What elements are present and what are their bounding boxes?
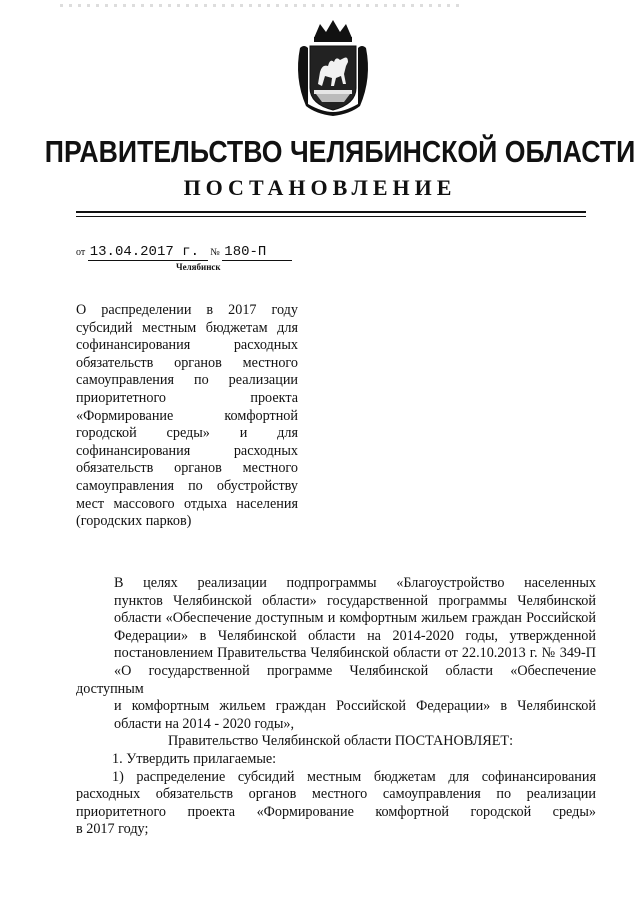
item-1-1-line: 1) распределение субсидий местным бюджетам для софинансирования bbox=[112, 768, 596, 785]
header-divider-thin bbox=[76, 216, 586, 217]
number-prefix: № bbox=[210, 247, 220, 258]
city-label: Челябинск bbox=[176, 262, 221, 272]
preamble-line: области «Обеспечение доступным и комфортным жильем граждан Российской bbox=[114, 610, 596, 627]
preamble-line: В целях реализации подпрограммы «Благоустройство населенных bbox=[114, 575, 596, 591]
item-1: 1. Утвердить прилагаемые: bbox=[112, 750, 277, 767]
date-number-line bbox=[76, 244, 292, 261]
date-prefix: от bbox=[76, 247, 86, 258]
item-1-1-line: в 2017 году; bbox=[76, 821, 149, 838]
document-date: 13.04.2017 г. bbox=[88, 244, 208, 261]
government-title: ПРАВИТЕЛЬСТВО ЧЕЛЯБИНСКОЙ ОБЛАСТИ bbox=[44, 134, 636, 169]
subject-line: приоритетного проекта bbox=[76, 389, 298, 406]
document-number: 180-П bbox=[222, 244, 292, 261]
item-1-1-line: приоритетного проекта «Формирование комфортной городской среды» bbox=[76, 803, 596, 820]
subject-line: самоуправления по обустройству bbox=[76, 477, 298, 494]
subject-line: мест массового отдыха населения bbox=[76, 495, 298, 512]
document-type: ПОСТАНОВЛЕНИЕ bbox=[183, 175, 457, 200]
scan-artifact bbox=[60, 4, 460, 7]
subject-line: самоуправления по реализации bbox=[76, 372, 298, 389]
header-divider-thick bbox=[76, 211, 586, 213]
resolution-statement: Правительство Челябинской области ПОСТАНОВЛЯЕТ: bbox=[168, 733, 514, 750]
subject-line: О распределении в 2017 году bbox=[76, 302, 298, 318]
preamble-line: пунктов Челябинской области» государственной программы Челябинской bbox=[114, 592, 596, 609]
item-1-1 bbox=[76, 769, 596, 839]
item-1-1-line: расходных обязательств органов местного самоуправления по реализации bbox=[76, 786, 596, 803]
subject-line: обязательств органов местного bbox=[76, 460, 298, 477]
document-body bbox=[76, 575, 596, 839]
preamble-line: области на 2014 - 2020 годы», bbox=[114, 715, 295, 732]
subject-line: софинансирования расходных bbox=[76, 442, 298, 459]
preamble-line: постановлением Правительства Челябинской области от 22.10.2013 г. № 349-П bbox=[114, 645, 596, 662]
subject-line: городской среды» и для bbox=[76, 425, 298, 442]
subject-line: «Формирование комфортной bbox=[76, 407, 298, 424]
subject-line: софинансирования расходных bbox=[76, 337, 298, 354]
chelyabinsk-coat-of-arms-icon bbox=[292, 18, 374, 118]
preamble-line: и комфортным жильем граждан Российской Федерации» в Челябинской bbox=[114, 698, 596, 715]
preamble-line: «О государственной программе Челябинской области «Обеспечение доступным bbox=[76, 662, 596, 697]
subject-line: субсидий местным бюджетам для bbox=[76, 319, 298, 336]
preamble-paragraph bbox=[76, 575, 596, 733]
subject-line: (городских парков) bbox=[76, 513, 192, 530]
document-subject bbox=[76, 302, 298, 531]
subject-line: обязательств органов местного bbox=[76, 354, 298, 371]
preamble-line: Федерации» в Челябинской области на 2014-2020 годы, утвержденной bbox=[114, 627, 596, 644]
